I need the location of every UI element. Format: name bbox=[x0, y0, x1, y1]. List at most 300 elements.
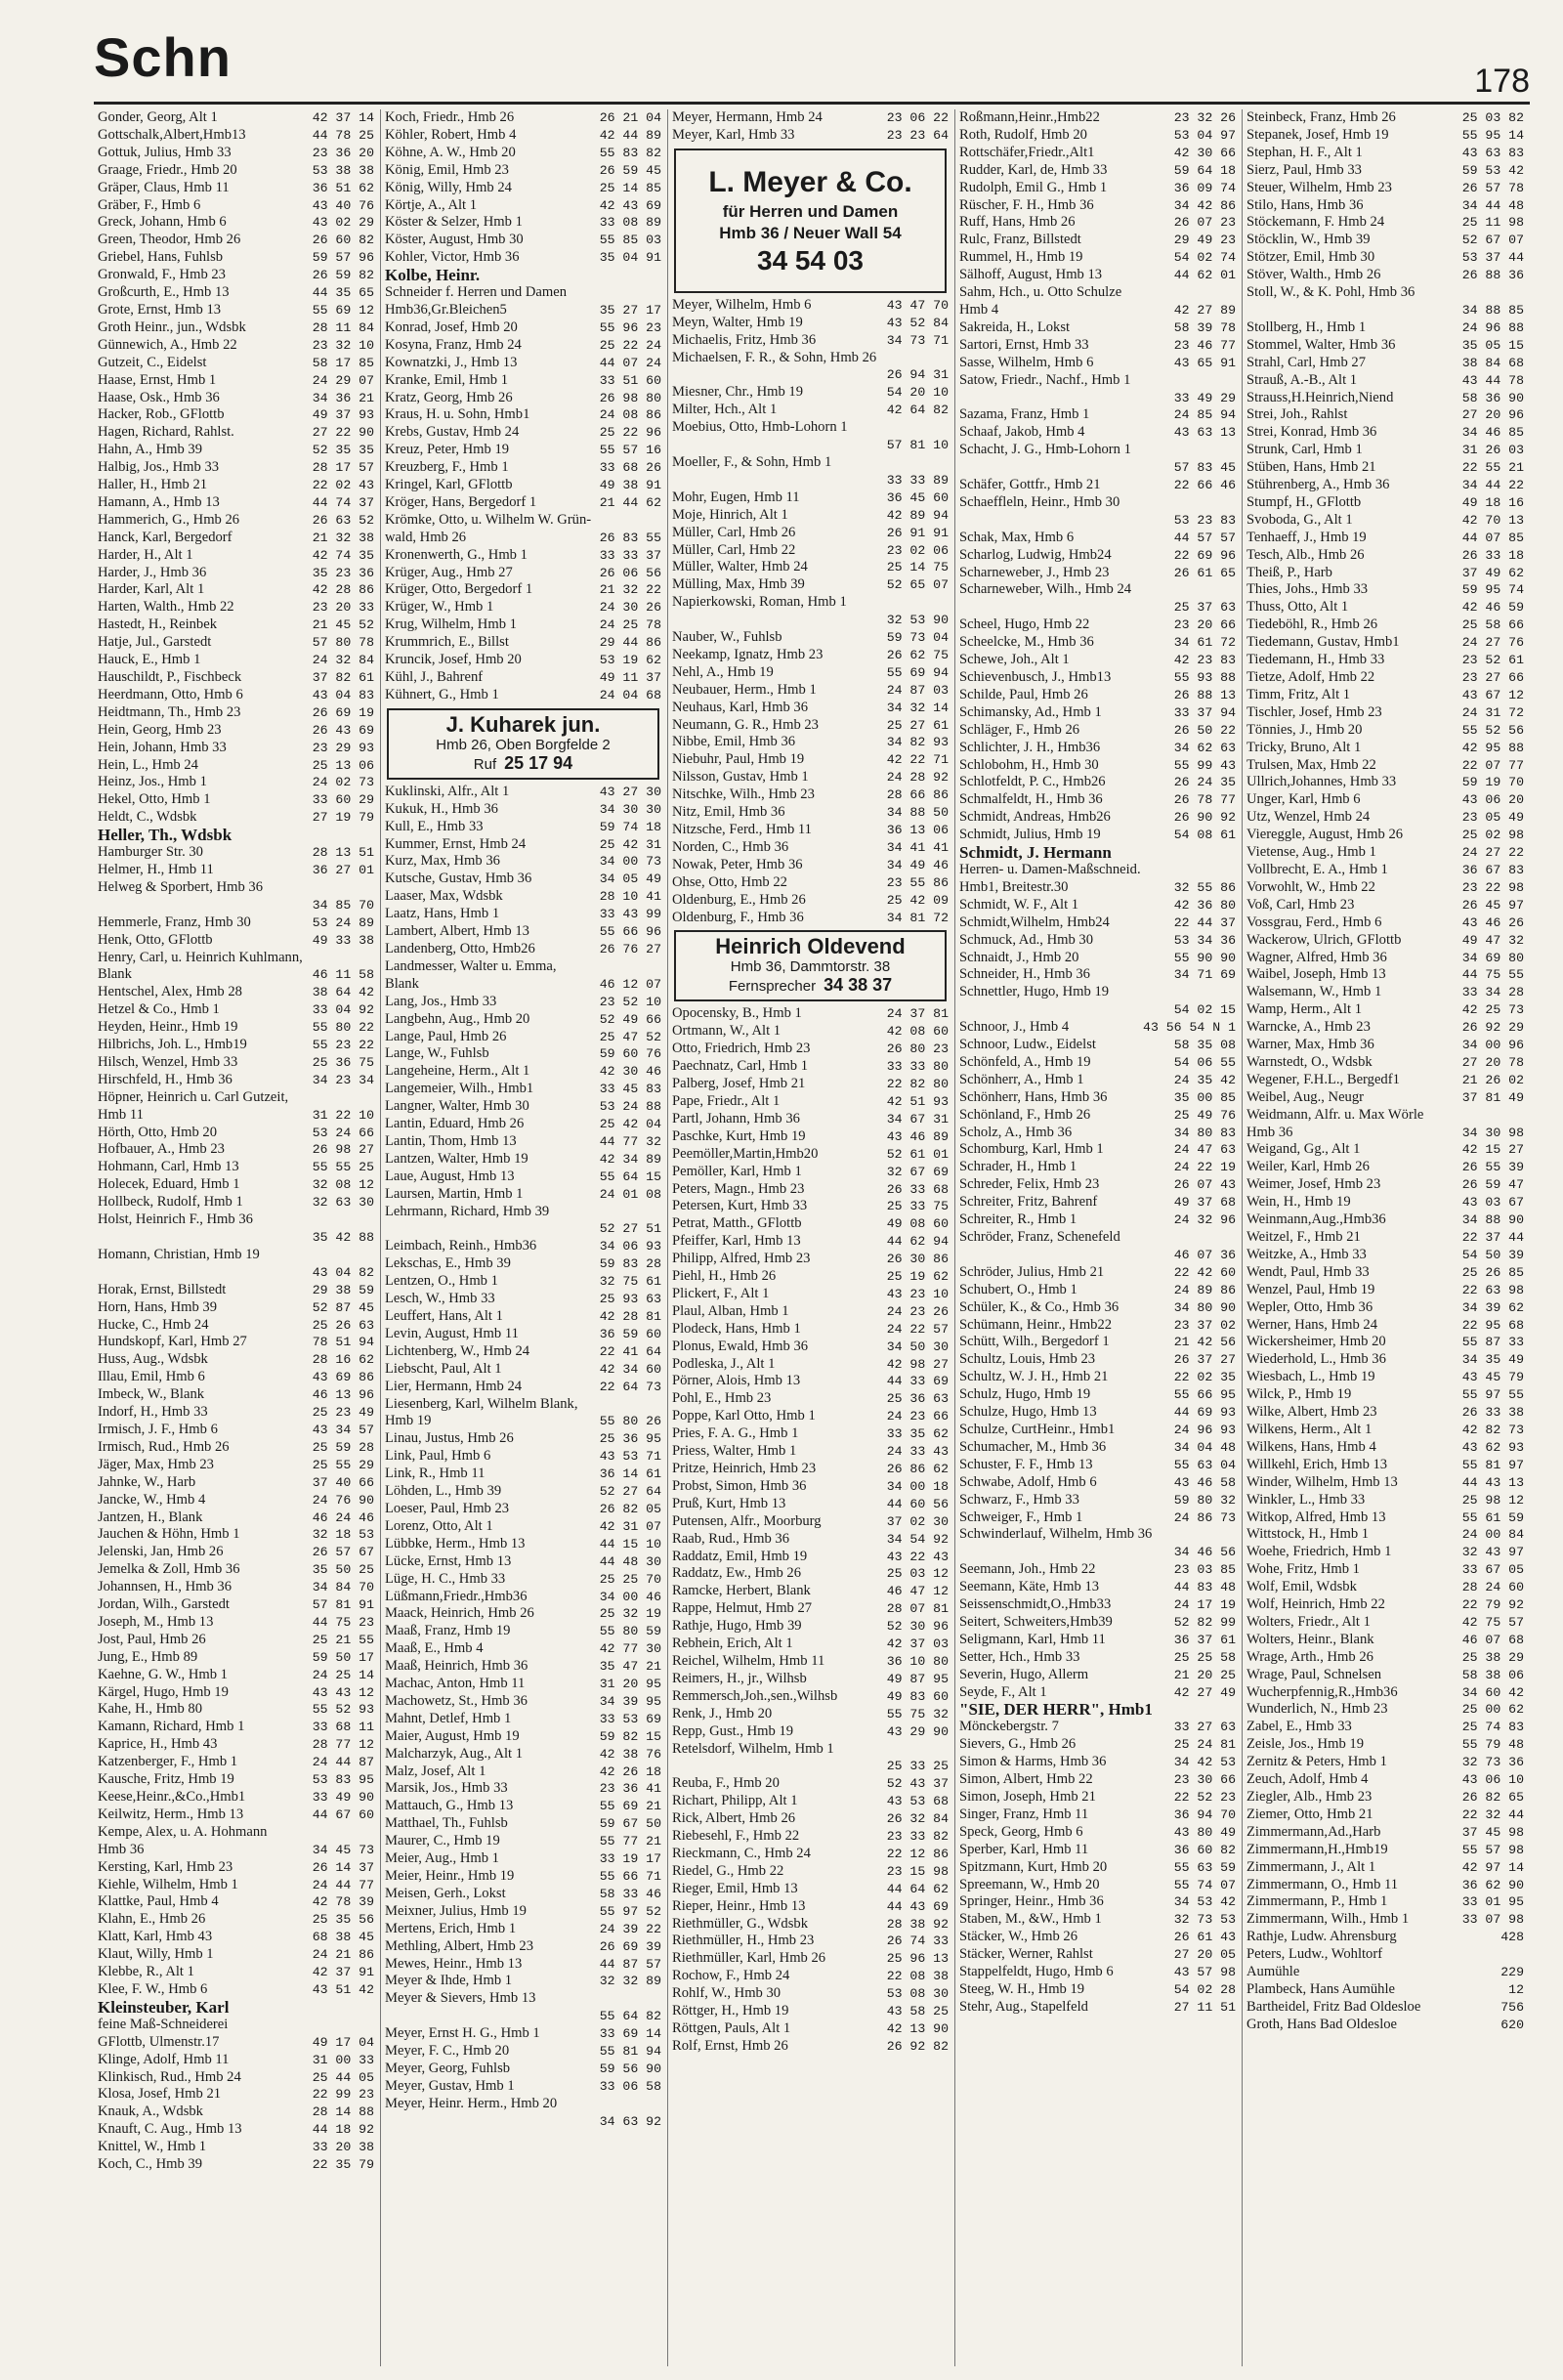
listing-phone: 43 47 70 bbox=[886, 297, 949, 313]
listing-phone: 26 43 69 bbox=[312, 722, 374, 738]
listing-entry bbox=[1246, 1054, 1524, 1072]
listing-name: Zimmermann, P., Hmb 1 bbox=[1246, 1893, 1388, 1910]
listing-phone: 32 32 89 bbox=[599, 1974, 661, 1989]
listing-entry bbox=[672, 419, 949, 437]
listing-phone: 44 64 62 bbox=[886, 1881, 949, 1896]
listing-name: Tricky, Bruno, Alt 1 bbox=[1246, 739, 1362, 755]
listing-phone: 59 73 04 bbox=[886, 630, 949, 646]
listing-entry bbox=[672, 1968, 949, 1985]
listing-entry bbox=[385, 1973, 661, 1990]
listing-entry bbox=[959, 950, 1236, 967]
listing-name: Rieckmann, C., Hmb 24 bbox=[672, 1845, 811, 1861]
listing-name: Seitert, Schweiters,Hmb39 bbox=[959, 1613, 1113, 1630]
listing-phone: 31 00 33 bbox=[312, 2052, 374, 2067]
listing-name: Hmb 11 bbox=[98, 1106, 144, 1123]
listing-entry bbox=[672, 629, 949, 647]
listing-entry bbox=[385, 1850, 661, 1868]
listing-phone: 46 12 07 bbox=[599, 976, 661, 992]
listing-phone: 53 24 89 bbox=[312, 914, 374, 930]
listing-phone: 26 62 75 bbox=[886, 647, 949, 662]
listing-phone: 42 13 90 bbox=[886, 2021, 949, 2036]
listing-entry bbox=[672, 910, 949, 927]
listing-entry bbox=[959, 1037, 1236, 1054]
listing-name: Meixner, Julius, Hmb 19 bbox=[385, 1902, 527, 1919]
listing-phone: 55 75 32 bbox=[886, 1706, 949, 1721]
listing-name: Sakreida, H., Lokst bbox=[959, 319, 1071, 335]
listing-name: Heidtmann, Th., Hmb 23 bbox=[98, 703, 241, 720]
listing-name: Lier, Hermann, Hmb 24 bbox=[385, 1378, 523, 1394]
listing-name: Harten, Walth., Hmb 22 bbox=[98, 599, 234, 616]
listing-entry bbox=[1246, 1317, 1524, 1335]
listing-phone: 34 23 34 bbox=[312, 1072, 374, 1087]
listing-name: Strauß, A.-B., Alt 1 bbox=[1246, 371, 1358, 388]
listing-entry bbox=[1246, 162, 1524, 180]
listing-name: Konrad, Josef, Hmb 20 bbox=[385, 319, 518, 335]
listing-name: Henk, Otto, GFlottb bbox=[98, 931, 213, 948]
listing-entry bbox=[672, 804, 949, 822]
listing-name: Hmb 36 bbox=[98, 1841, 145, 1857]
listing-entry bbox=[98, 1141, 374, 1159]
listing-name: Klattke, Paul, Hmb 4 bbox=[98, 1893, 219, 1910]
listing-entry bbox=[385, 958, 661, 976]
listing-name: Kutsche, Gustav, Hmb 36 bbox=[385, 871, 532, 887]
listing-entry bbox=[98, 406, 374, 424]
listing-name: Halbig, Jos., Hmb 33 bbox=[98, 459, 220, 476]
listing-phone: 43 22 43 bbox=[886, 1549, 949, 1564]
listing-entry bbox=[959, 1211, 1236, 1229]
listing-entry bbox=[1246, 1561, 1524, 1579]
listing-entry bbox=[959, 1824, 1236, 1842]
listing-name: Lantin, Eduard, Hmb 26 bbox=[385, 1116, 525, 1132]
listing-entry bbox=[959, 1386, 1236, 1404]
listing-name: Neuhaus, Karl, Hmb 36 bbox=[672, 699, 809, 715]
listing-name: Raab, Rud., Hmb 36 bbox=[672, 1530, 789, 1547]
listing-entry bbox=[959, 687, 1236, 704]
listing-entry bbox=[1246, 1474, 1524, 1492]
listing-entry bbox=[1246, 652, 1524, 669]
listing-entry bbox=[959, 390, 1236, 407]
listing-phone: 22 02 35 bbox=[1173, 1370, 1236, 1385]
listing-entry bbox=[672, 525, 949, 542]
listing-entry bbox=[959, 722, 1236, 740]
listing-entry bbox=[1246, 1457, 1524, 1474]
listing-entry bbox=[1246, 530, 1524, 547]
listing-entry bbox=[385, 547, 661, 565]
listing-name: Kühl, J., Bahrenf bbox=[385, 669, 484, 685]
listing-entry bbox=[1246, 145, 1524, 162]
listing-phone: 24 47 63 bbox=[1173, 1142, 1236, 1158]
listing-phone: 53 83 95 bbox=[312, 1772, 374, 1788]
listing-phone: 26 06 56 bbox=[599, 565, 661, 580]
listing-entry bbox=[959, 1701, 1236, 1719]
listing-entry bbox=[672, 1565, 949, 1583]
listing-entry bbox=[385, 494, 661, 512]
listing-name: Krummrich, E., Billst bbox=[385, 634, 509, 651]
ad-phone: 25 17 94 bbox=[504, 752, 573, 773]
listing-entry bbox=[672, 717, 949, 735]
listing-entry bbox=[672, 1775, 949, 1793]
listing-entry bbox=[959, 494, 1236, 512]
listing-phone: 22 41 64 bbox=[599, 1343, 661, 1359]
listing-name: Plonus, Ewald, Hmb 36 bbox=[672, 1338, 809, 1354]
listing-phone: 49 83 60 bbox=[886, 1688, 949, 1704]
listing-name: Mertens, Erich, Hmb 1 bbox=[385, 1920, 517, 1936]
ad-address: Hmb 26, Oben Borgfelde 2 bbox=[436, 736, 611, 753]
listing-phone: 44 77 32 bbox=[599, 1133, 661, 1149]
listing-phone: 36 67 83 bbox=[1461, 862, 1524, 877]
listing-phone: 52 82 99 bbox=[1173, 1614, 1236, 1630]
listing-phone: 34 71 69 bbox=[1173, 967, 1236, 983]
listing-name: Meisen, Gerh., Lokst bbox=[385, 1885, 506, 1901]
listing-phone: 26 59 45 bbox=[599, 162, 661, 178]
listing-name: Link, Paul, Hmb 6 bbox=[385, 1448, 491, 1465]
listing-name: Simon, Joseph, Hmb 21 bbox=[959, 1789, 1096, 1805]
listing-phone: 55 66 95 bbox=[1173, 1387, 1236, 1403]
listing-entry bbox=[98, 145, 374, 162]
listing-name: Wrage, Arth., Hmb 26 bbox=[1246, 1648, 1373, 1665]
listing-name: Zimmermann,Ad.,Harb bbox=[1246, 1823, 1381, 1840]
listing-name: Strei, Konrad, Hmb 36 bbox=[1246, 424, 1377, 441]
listing-name: Hekel, Otto, Hmb 1 bbox=[98, 791, 211, 808]
listing-entry bbox=[672, 1181, 949, 1199]
listing-name: Methling, Albert, Hmb 23 bbox=[385, 1937, 534, 1954]
listing-name: Holst, Heinrich F., Hmb 36 bbox=[98, 1211, 253, 1228]
listing-entry bbox=[959, 1911, 1236, 1929]
listing-phone: 23 20 33 bbox=[312, 600, 374, 616]
listing-phone: 23 27 66 bbox=[1461, 670, 1524, 685]
listing-phone: 57 83 45 bbox=[1173, 460, 1236, 476]
listing-name: Ziemer, Otto, Hmb 21 bbox=[1246, 1806, 1373, 1822]
listing-phone: 42 77 30 bbox=[599, 1641, 661, 1657]
listing-phone: 55 97 55 bbox=[1461, 1387, 1524, 1403]
listing-phone: 26 69 19 bbox=[312, 704, 374, 720]
listing-name: Jost, Paul, Hmb 26 bbox=[98, 1631, 206, 1647]
directory-column bbox=[668, 109, 955, 2366]
listing-entry bbox=[98, 827, 374, 844]
listing-name: Reichel, Wilhelm, Hmb 11 bbox=[672, 1652, 825, 1669]
listing-name: Scharneweber, J., Hmb 23 bbox=[959, 564, 1110, 580]
listing-phone: 24 21 86 bbox=[312, 1947, 374, 1963]
listing-phone: 32 55 86 bbox=[1173, 879, 1236, 895]
listing-name: Moje, Hinrich, Alt 1 bbox=[672, 506, 788, 523]
listing-entry bbox=[385, 1518, 661, 1536]
listing-name: Hmb 4 bbox=[959, 301, 999, 318]
listing-entry bbox=[385, 1361, 661, 1379]
listing-name: Großcurth, E., Hmb 13 bbox=[98, 284, 230, 301]
listing-entry bbox=[672, 297, 949, 315]
listing-name: Klahn, E., Hmb 26 bbox=[98, 1911, 206, 1928]
listing-name: Spreemann, W., Hmb 20 bbox=[959, 1876, 1100, 1892]
listing-entry bbox=[959, 197, 1236, 215]
listing-entry bbox=[959, 1107, 1236, 1125]
listing-entry bbox=[98, 1649, 374, 1667]
listing-entry bbox=[959, 1334, 1236, 1351]
listing-entry bbox=[385, 2008, 661, 2025]
listing-entry bbox=[385, 355, 661, 372]
listing-entry bbox=[98, 1579, 374, 1596]
listing-entry bbox=[1246, 1877, 1524, 1894]
listing-name: Riedel, G., Hmb 22 bbox=[672, 1862, 784, 1879]
listing-phone: 44 83 48 bbox=[1173, 1580, 1236, 1595]
listing-entry bbox=[385, 477, 661, 494]
listing-phone: 25 44 05 bbox=[312, 2069, 374, 2085]
listing-entry bbox=[1246, 1632, 1524, 1649]
listing-phone: 24 89 86 bbox=[1173, 1282, 1236, 1297]
listing-name: Woehe, Friedrich, Hmb 1 bbox=[1246, 1544, 1392, 1560]
listing-entry bbox=[98, 844, 374, 862]
listing-phone: 32 73 53 bbox=[1173, 1912, 1236, 1928]
listing-phone: 26 45 97 bbox=[1461, 897, 1524, 913]
listing-name: Laursen, Martin, Hmb 1 bbox=[385, 1185, 524, 1202]
listing-name: "SIE, DER HERR", Hmb1 bbox=[959, 1701, 1153, 1720]
listing-entry bbox=[385, 1483, 661, 1501]
listing-phone: 24 00 84 bbox=[1461, 1527, 1524, 1543]
listing-name: Seissenschmidt,O.,Hmb33 bbox=[959, 1596, 1112, 1613]
listing-phone: 44 75 23 bbox=[312, 1614, 374, 1630]
listing-phone: 36 09 74 bbox=[1173, 180, 1236, 195]
listing-name: Meyer, Gustav, Hmb 1 bbox=[385, 2077, 515, 2094]
listing-entry bbox=[672, 1041, 949, 1058]
listing-entry bbox=[959, 1632, 1236, 1649]
listing-entry bbox=[1246, 355, 1524, 372]
listing-phone: 24 22 57 bbox=[886, 1321, 949, 1337]
listing-name: Richart, Philipp, Alt 1 bbox=[672, 1793, 798, 1809]
listing-entry bbox=[672, 647, 949, 664]
listing-entry bbox=[959, 355, 1236, 372]
listing-entry bbox=[385, 197, 661, 215]
listing-phone: 33 35 62 bbox=[886, 1426, 949, 1442]
listing-entry bbox=[385, 923, 661, 941]
listing-phone: 55 96 23 bbox=[599, 319, 661, 335]
listing-phone: 34 63 92 bbox=[599, 2113, 661, 2129]
listing-entry bbox=[98, 1019, 374, 1037]
listing-phone: 43 27 30 bbox=[599, 784, 661, 799]
listing-phone: 23 52 61 bbox=[1461, 653, 1524, 668]
listing-entry bbox=[98, 1667, 374, 1684]
listing-phone: 42 38 76 bbox=[599, 1746, 661, 1762]
listing-name: Stötzer, Emil, Hmb 30 bbox=[1246, 249, 1375, 266]
listing-name: Röttger, H., Hmb 19 bbox=[672, 2003, 789, 2019]
listing-name: Tischler, Josef, Hmb 23 bbox=[1246, 703, 1382, 720]
listing-phone: 33 68 26 bbox=[599, 460, 661, 476]
listing-entry bbox=[959, 1317, 1236, 1335]
listing-phone: 53 04 97 bbox=[1173, 127, 1236, 143]
listing-entry bbox=[385, 941, 661, 958]
listing-phone: 59 50 17 bbox=[312, 1649, 374, 1665]
listing-name: Michaelis, Fritz, Hmb 36 bbox=[672, 331, 817, 348]
listing-entry bbox=[1246, 1107, 1524, 1125]
listing-name: Riebesehl, F., Hmb 22 bbox=[672, 1828, 800, 1845]
listing-entry bbox=[98, 1125, 374, 1142]
listing-phone: 25 37 63 bbox=[1173, 600, 1236, 616]
listing-name: Neumann, G. R., Hmb 23 bbox=[672, 716, 819, 733]
listing-name: Meyer & Sievers, Hmb 13 bbox=[385, 1990, 536, 2007]
listing-entry bbox=[385, 1448, 661, 1466]
listing-entry bbox=[98, 1911, 374, 1929]
listing-phone: 24 04 68 bbox=[599, 687, 661, 702]
listing-phone: 25 24 81 bbox=[1173, 1737, 1236, 1753]
listing-name: Wilkens, Hans, Hmb 4 bbox=[1246, 1438, 1376, 1455]
listing-name: Paechnatz, Carl, Hmb 1 bbox=[672, 1058, 809, 1075]
listing-entry bbox=[1246, 914, 1524, 932]
listing-phone: 52 67 07 bbox=[1461, 233, 1524, 248]
directory-column bbox=[94, 109, 381, 2366]
listing-name: Klee, F. W., Hmb 6 bbox=[98, 1980, 208, 1997]
listing-name: Ramcke, Herbert, Blank bbox=[672, 1583, 811, 1599]
listing-entry bbox=[672, 1076, 949, 1093]
listing-phone: 33 34 28 bbox=[1461, 985, 1524, 1000]
listing-name: Koch, C., Hmb 39 bbox=[98, 2156, 203, 2173]
listing-name: Steinbeck, Franz, Hmb 26 bbox=[1246, 109, 1396, 125]
listing-phone: 34 81 72 bbox=[886, 910, 949, 925]
listing-name: Leimbach, Reinh., Hmb36 bbox=[385, 1238, 537, 1254]
listing-phone: 31 20 95 bbox=[599, 1677, 661, 1692]
listing-phone: 25 36 95 bbox=[599, 1431, 661, 1447]
listing-entry bbox=[672, 839, 949, 857]
listing-name: Klosa, Josef, Hmb 21 bbox=[98, 2086, 222, 2103]
listing-name: Utz, Wenzel, Hmb 24 bbox=[1246, 809, 1371, 826]
listing-phone: 34 39 95 bbox=[599, 1693, 661, 1709]
listing-entry bbox=[385, 109, 661, 127]
listing-name: Milter, Hch., Alt 1 bbox=[672, 402, 778, 418]
listing-phone: 44 60 56 bbox=[886, 1496, 949, 1511]
listing-name: Hollbeck, Rudolf, Hmb 1 bbox=[98, 1194, 243, 1211]
listing-name: Heinz, Jos., Hmb 1 bbox=[98, 774, 207, 790]
listing-name: Köster & Selzer, Hmb 1 bbox=[385, 214, 523, 231]
listing-name: Waibel, Joseph, Hmb 13 bbox=[1246, 966, 1386, 983]
ad-phone-label: Ruf bbox=[473, 755, 497, 773]
listing-phone: 44 62 01 bbox=[1173, 268, 1236, 283]
listing-entry bbox=[98, 599, 374, 616]
listing-entry bbox=[98, 1771, 374, 1789]
listing-phone: 24 96 88 bbox=[1461, 319, 1524, 335]
listing-entry bbox=[98, 1929, 374, 1946]
listing-entry bbox=[98, 2069, 374, 2087]
listing-entry bbox=[385, 180, 661, 197]
listing-name: Zeuch, Adolf, Hmb 4 bbox=[1246, 1771, 1369, 1788]
listing-phone: 25 23 49 bbox=[312, 1405, 374, 1421]
listing-name: Stoll, W., & K. Pohl, Hmb 36 bbox=[1246, 284, 1415, 301]
listing-phone: 55 66 71 bbox=[599, 1869, 661, 1884]
listing-phone: 46 47 12 bbox=[886, 1584, 949, 1599]
listing-name: Norden, C., Hmb 36 bbox=[672, 838, 789, 855]
listing-entry bbox=[98, 180, 374, 197]
listing-phone: 34 32 14 bbox=[886, 700, 949, 715]
listing-name: Nitz, Emil, Hmb 36 bbox=[672, 804, 785, 821]
listing-phone: 34 62 63 bbox=[1173, 740, 1236, 755]
listing-entry bbox=[385, 1536, 661, 1553]
listing-phone: 22 44 37 bbox=[1173, 914, 1236, 930]
listing-phone: 59 74 18 bbox=[599, 819, 661, 834]
listing-entry bbox=[385, 836, 661, 854]
listing-phone: 25 98 12 bbox=[1461, 1492, 1524, 1508]
listing-phone: 26 92 29 bbox=[1461, 1020, 1524, 1036]
listing-name: Wamp, Herm., Alt 1 bbox=[1246, 1001, 1362, 1018]
listing-entry bbox=[98, 740, 374, 757]
listing-name: Rudder, Karl, de, Hmb 33 bbox=[959, 161, 1108, 178]
listing-entry bbox=[1246, 319, 1524, 337]
listing-entry bbox=[959, 284, 1236, 302]
listing-name: Trulsen, Max, Hmb 22 bbox=[1246, 756, 1376, 773]
listing-name: Greck, Johann, Hmb 6 bbox=[98, 214, 227, 231]
listing-name: Nauber, W., Fuhlsb bbox=[672, 629, 782, 646]
listing-phone: 23 33 82 bbox=[886, 1829, 949, 1845]
listing-phone: 26 59 82 bbox=[312, 268, 374, 283]
listing-name: Hamann, A., Hmb 13 bbox=[98, 493, 220, 510]
listing-entry bbox=[385, 1868, 661, 1886]
listing-name: Steuer, Wilhelm, Hmb 23 bbox=[1246, 179, 1392, 195]
listing-entry bbox=[1246, 127, 1524, 145]
listing-phone: 25 42 04 bbox=[599, 1117, 661, 1132]
listing-name: GFlottb, Ulmenstr.17 bbox=[98, 2033, 220, 2050]
listing-name: Bartheidel, Fritz Bad Oldesloe bbox=[1246, 1998, 1421, 2015]
listing-phone: 55 69 94 bbox=[886, 664, 949, 680]
listing-entry bbox=[959, 477, 1236, 494]
listing-entry bbox=[672, 1985, 949, 2003]
listing-phone: 35 05 15 bbox=[1461, 337, 1524, 353]
listing-phone: 58 38 06 bbox=[1461, 1667, 1524, 1682]
listing-entry bbox=[98, 704, 374, 722]
listing-entry bbox=[959, 1089, 1236, 1107]
listing-name: Klatt, Karl, Hmb 43 bbox=[98, 1929, 213, 1945]
listing-entry bbox=[98, 1037, 374, 1054]
listing-phone: 55 85 03 bbox=[599, 233, 661, 248]
listing-name: Schreiter, R., Hmb 1 bbox=[959, 1211, 1077, 1228]
listing-phone: 23 23 64 bbox=[886, 127, 949, 143]
listing-phone: 43 57 98 bbox=[1173, 1965, 1236, 1980]
listing-name: Lange, W., Fuhlsb bbox=[385, 1045, 489, 1062]
listing-phone: 24 28 92 bbox=[886, 770, 949, 786]
listing-name: Sievers, G., Hmb 26 bbox=[959, 1736, 1077, 1753]
listing-name: Hörth, Otto, Hmb 20 bbox=[98, 1124, 218, 1140]
listing-name: Staben, M., &W., Hmb 1 bbox=[959, 1911, 1102, 1928]
listing-entry bbox=[1246, 1351, 1524, 1369]
listing-phone: 22 52 23 bbox=[1173, 1790, 1236, 1805]
listing-phone: 23 30 66 bbox=[1173, 1772, 1236, 1788]
listing-name: Rieger, Emil, Hmb 13 bbox=[672, 1880, 798, 1896]
listing-name: Jung, E., Hmb 89 bbox=[98, 1648, 198, 1665]
listing-name: Kuklinski, Alfr., Alt 1 bbox=[385, 783, 510, 799]
listing-name: Meyer, Ernst H. G., Hmb 1 bbox=[385, 2025, 540, 2042]
listing-name: Stüben, Hans, Hmb 21 bbox=[1246, 459, 1376, 476]
listing-phone: 22 82 80 bbox=[886, 1077, 949, 1092]
listing-phone: 26 69 39 bbox=[599, 1938, 661, 1954]
listing-phone: 49 11 37 bbox=[599, 670, 661, 685]
listing-name: Hein, L., Hmb 24 bbox=[98, 756, 198, 773]
listing-entry bbox=[672, 454, 949, 472]
listing-entry bbox=[1246, 1211, 1524, 1229]
listing-name: Repp, Gust., Hmb 19 bbox=[672, 1722, 794, 1739]
listing-phone: 33 07 98 bbox=[1461, 1912, 1524, 1928]
listing-phone: 34 80 83 bbox=[1173, 1125, 1236, 1140]
listing-phone: 37 02 30 bbox=[886, 1513, 949, 1529]
listing-phone: 49 37 93 bbox=[312, 407, 374, 423]
listing-entry bbox=[672, 2020, 949, 2038]
listing-name: Rathje, Ludw. Ahrensburg bbox=[1246, 1929, 1397, 1945]
listing-phone: 22 12 86 bbox=[886, 1846, 949, 1861]
listing-phone: 49 87 95 bbox=[886, 1671, 949, 1686]
listing-phone: 49 37 68 bbox=[1173, 1195, 1236, 1211]
listing-entry bbox=[98, 1632, 374, 1649]
listing-entry bbox=[98, 249, 374, 267]
listing-phone: 52 27 64 bbox=[599, 1484, 661, 1500]
listing-phone: 28 77 12 bbox=[312, 1737, 374, 1753]
listing-entry bbox=[672, 1198, 949, 1215]
listing-entry bbox=[1246, 180, 1524, 197]
listing-phone: 26 07 23 bbox=[1173, 215, 1236, 231]
listing-entry bbox=[959, 232, 1236, 249]
listing-phone: 24 85 94 bbox=[1173, 407, 1236, 423]
